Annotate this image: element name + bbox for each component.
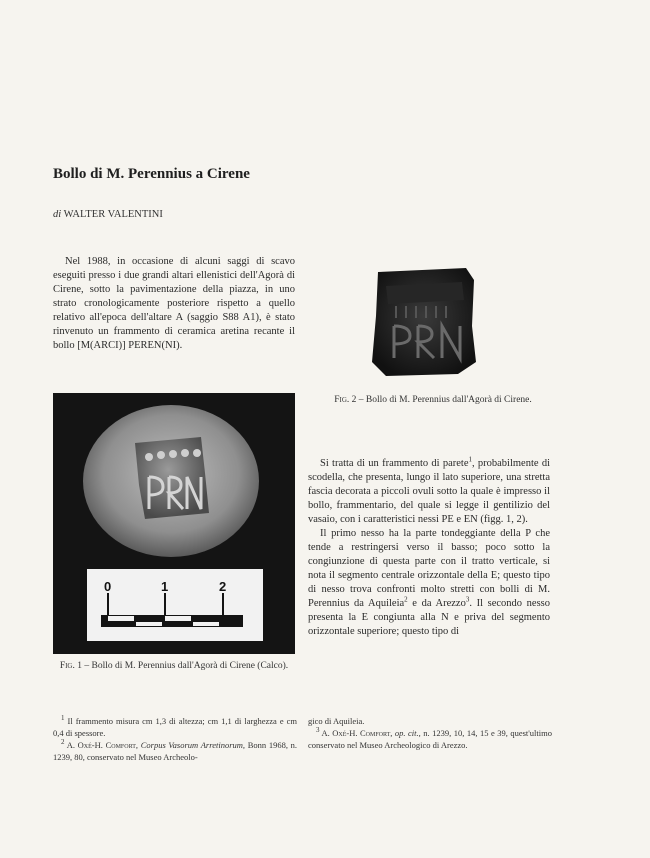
figure-1-label: Fig. 1 xyxy=(59,661,82,671)
footnote-3 xyxy=(308,727,552,751)
figure-1-caption xyxy=(53,660,295,673)
paragraph-2 xyxy=(308,457,550,527)
footnotes-left xyxy=(53,715,297,763)
footnote-3-citation: op. cit., xyxy=(392,728,421,738)
footnote-3-text: n. 1239, 10, 14, 15 e 39, quest'ultimo conservato nel Museo Archeologico di Arezzo. xyxy=(308,728,553,750)
footnote-2-author: A. Oxé-H. Comfort, xyxy=(64,740,139,750)
intro-paragraph: Nel 1988, in occasione di alcuni saggi di scavo eseguiti presso i due grandi altari ellenistici dell'Agorà di Cirene, sotto la pavimentazione della piazza, in uno strato cronologicamente posteriore rispetto a quello relativo all'epoca dell'altare A (saggio S88 A1), è stato rinvenuto un frammento di ceramica aretina recante il bollo [M(ARCI)] PEREN(NI). xyxy=(53,256,295,351)
fragment-photo-image xyxy=(366,266,480,378)
figure-1-photo xyxy=(53,393,295,654)
footnote-2 xyxy=(53,739,297,763)
footnote-1-number: 1 xyxy=(61,714,65,723)
para3-part2: e da Arezzo xyxy=(407,598,466,609)
para2-part1: Si tratta di un frammento di parete xyxy=(320,458,469,469)
figure-2-caption xyxy=(308,394,558,407)
footnotes-right xyxy=(308,715,552,751)
article-title: Bollo di M. Perennius a Cirene xyxy=(53,166,250,182)
para3-part3: . Il secondo nesso presenta la E congiunta alla N e priva del segmento orizzontale superiore; questo tipo di xyxy=(308,598,550,637)
footnote-2-number: 2 xyxy=(61,738,65,747)
scale-label-2: 2 xyxy=(219,579,227,594)
footnote-1-text: Il frammento misura cm 1,3 di altezza; cm 1,1 di larghezza e cm 0,4 di spessore. xyxy=(53,716,297,738)
para3-part1: Il primo nesso ha la parte tondeggiante della P che tende a restringersi verso il basso; poco sotto la congiunzione di questa parte con il tratto verticale, si nota il segmento centrale orizzontale della E; questo tipo di nesso trova confronti molto stretti con bolli di M. Perennius da Aquileia xyxy=(308,528,550,609)
footnote-2-text: Bonn 1968, n. 1239, 80, conservato nel Museo Archeolo- xyxy=(53,740,298,762)
cast-photo-image xyxy=(53,393,295,654)
figure-2-photo xyxy=(366,266,480,378)
byline-prefix: di xyxy=(53,209,62,220)
footnote-ref-3[interactable]: 3 xyxy=(465,595,470,604)
footnote-3-author: A. Oxé-H. Comfort, xyxy=(319,728,393,738)
para2-part2: , probabilmente di scodella, che presenta, lungo il lato superiore, una stretta fascia decorata a piccoli ovuli sotto la quale è impresso il bollo, frammentario, del quale si legge il gentilizio del vasaio, con i caratteristici nessi PE e EN (figg. 1, 2). xyxy=(308,458,550,525)
figure-1-caption-text: – Bollo di M. Perennius dall'Agorà di Cirene (Calco). xyxy=(81,661,289,671)
scale-label-0: 0 xyxy=(104,579,112,594)
byline-author: WALTER VALENTINI xyxy=(63,209,163,220)
footnote-2-title: Corpus Vasorum Arretinorum, xyxy=(138,740,246,750)
footnote-2-continuation: gico di Aquileia. xyxy=(308,716,365,726)
footnote-1 xyxy=(53,715,297,739)
footnote-ref-2[interactable]: 2 xyxy=(404,595,408,604)
footnote-ref-1[interactable]: 1 xyxy=(468,455,472,464)
scale-label-1: 1 xyxy=(161,579,169,594)
paragraph-3 xyxy=(308,527,550,639)
body-paragraphs xyxy=(308,457,550,639)
figure-2-caption-text: – Bollo di M. Perennius dall'Agorà di Cirene. xyxy=(356,395,532,405)
figure-2-label: Fig. 2 xyxy=(334,395,357,405)
byline xyxy=(53,209,163,220)
footnote-3-number: 3 xyxy=(316,726,320,735)
